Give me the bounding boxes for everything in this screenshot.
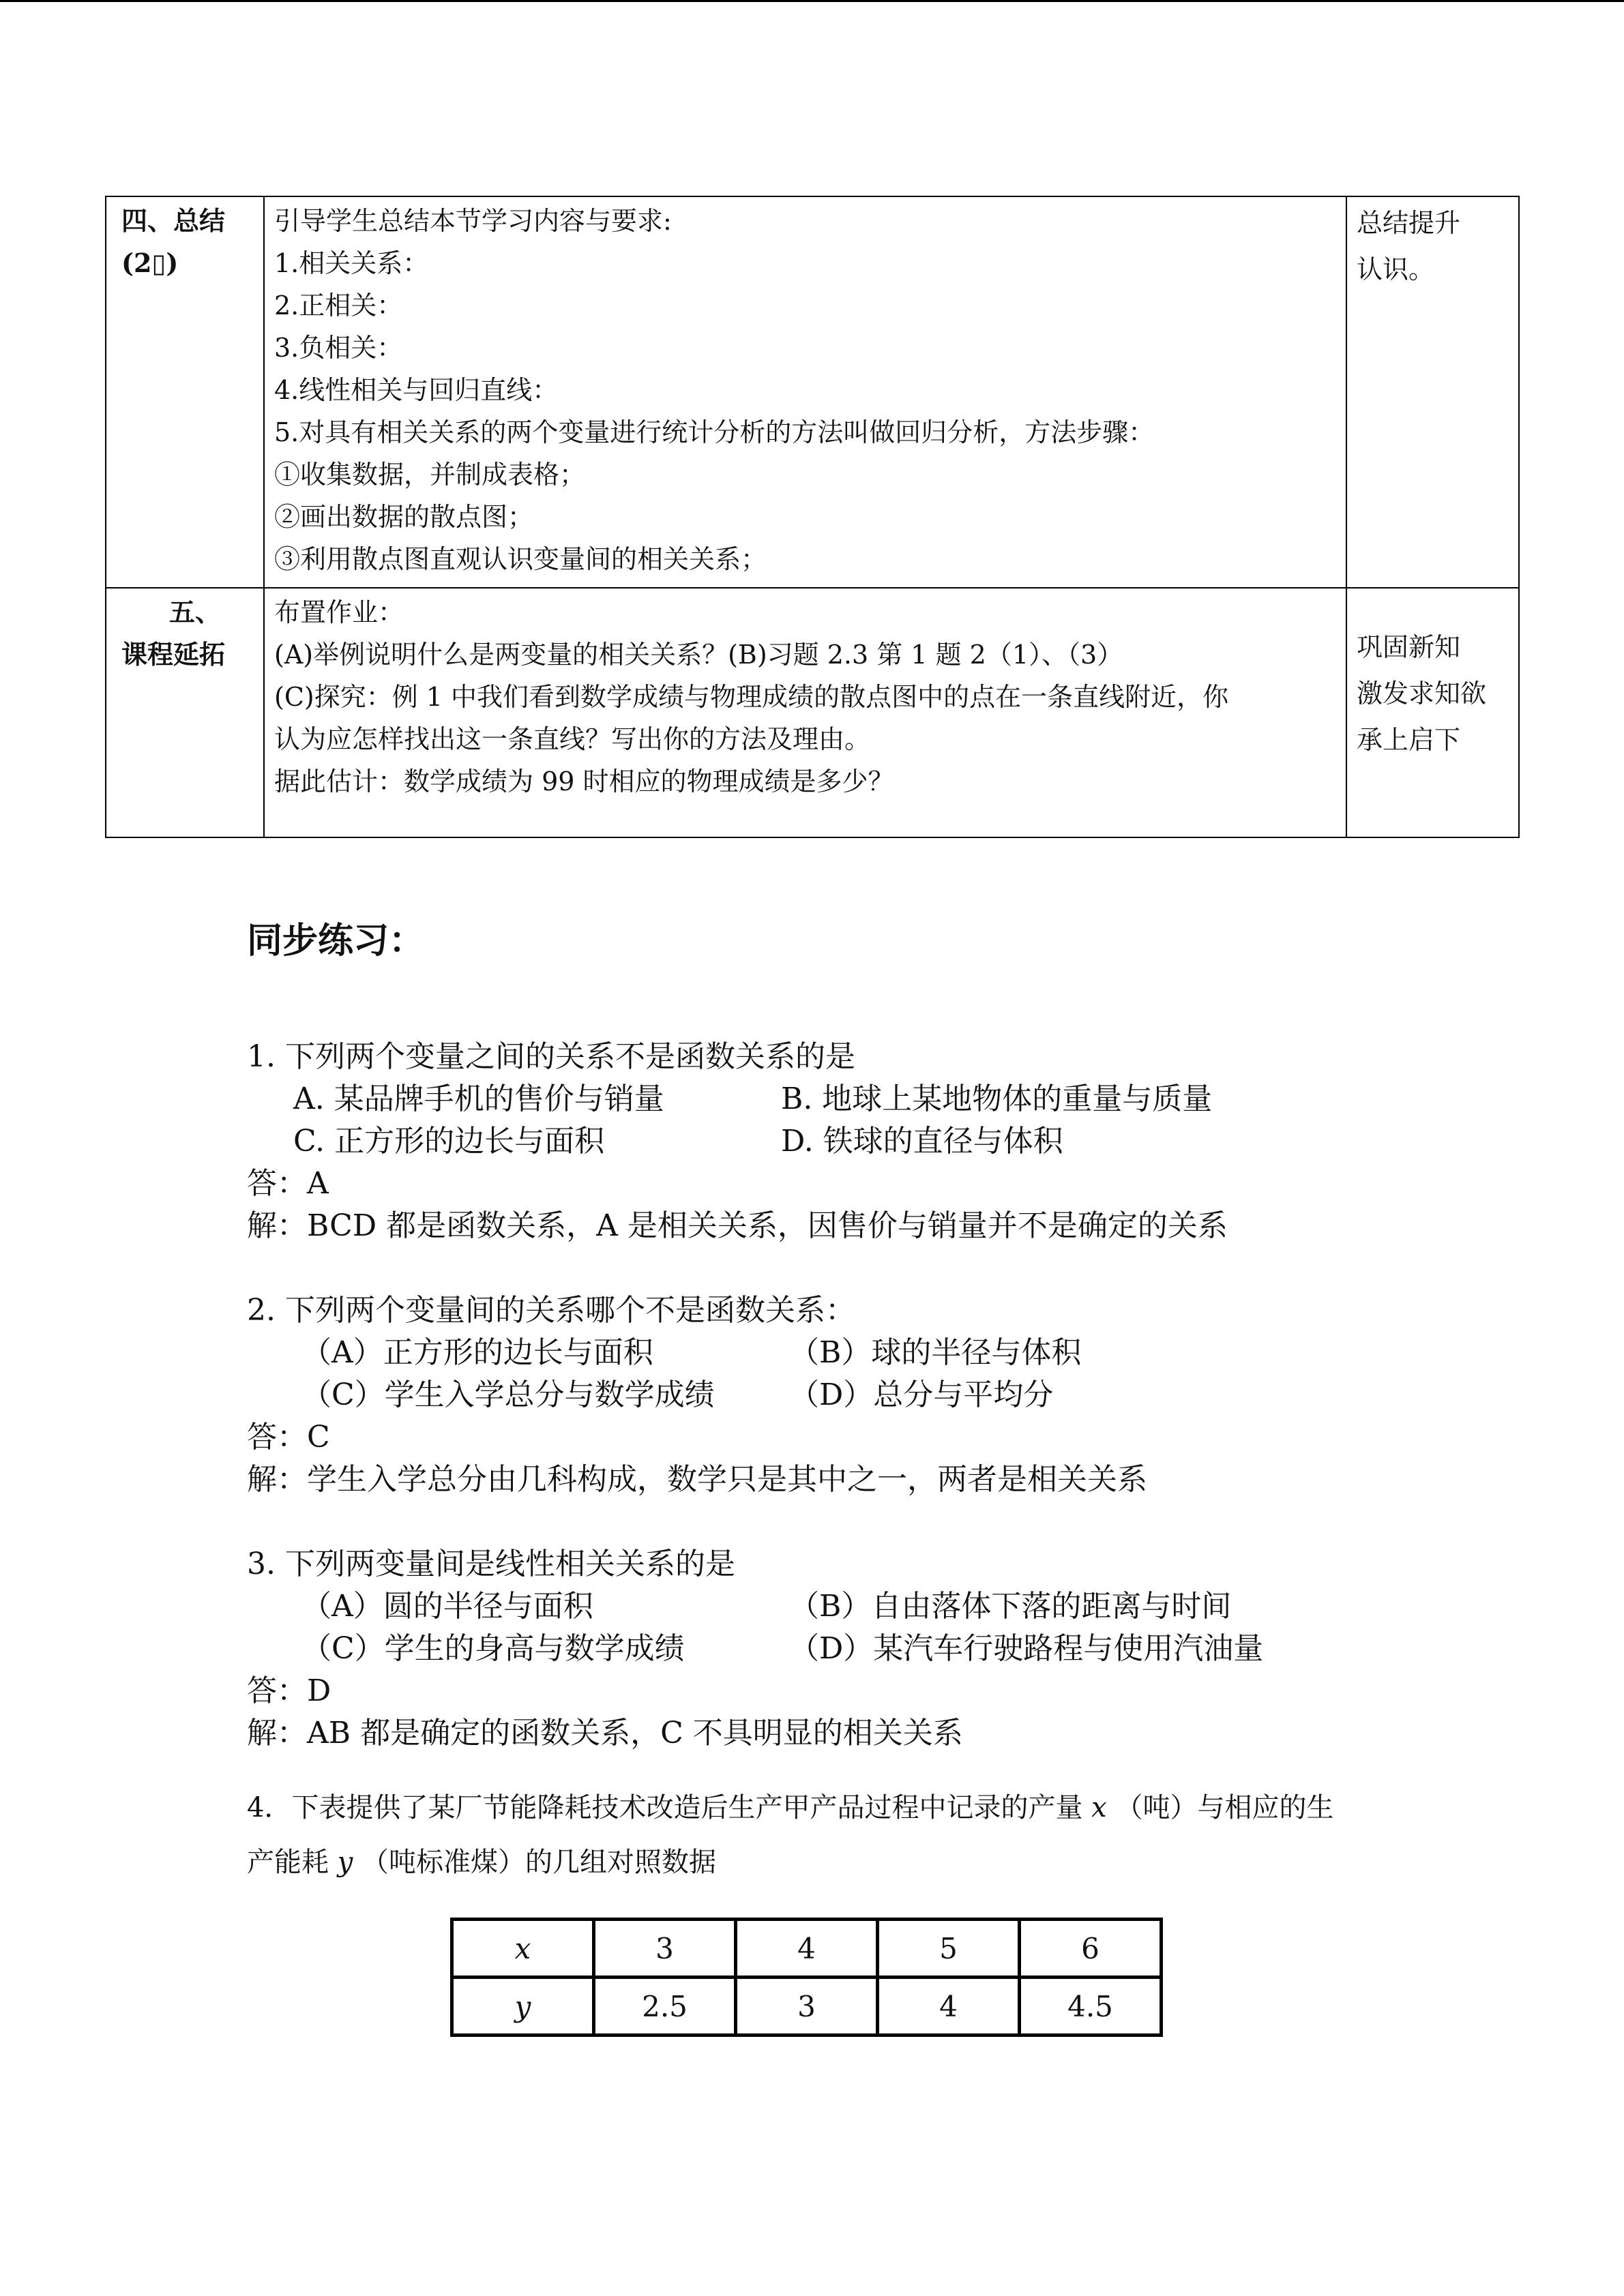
option: （B）自由落体下落的距离与时间 [789, 1589, 1232, 1624]
lesson-plan-table [105, 196, 1520, 838]
option: （B）球的半径与体积 [789, 1335, 1082, 1370]
question-3 [247, 1543, 1406, 1775]
content-line: (C)探究：例 1 中我们看到数学成绩与物理成绩的散点图中的点在一条直线附近，你 [274, 682, 1229, 712]
table-cell: 4.5 [1020, 1978, 1162, 2036]
exercises-heading: 同步练习： [247, 920, 425, 961]
solution: 解：学生入学总分由几科构成，数学只是其中之一，两者是相关关系 [247, 1462, 1147, 1497]
stage-label: 四、总结 [121, 205, 226, 236]
q4-text: 产能耗 [247, 1847, 329, 1878]
exercises-section [247, 917, 1406, 1890]
question-options [247, 1585, 1406, 1670]
option: C. 正方形的边长与面积 [293, 1124, 605, 1159]
table-cell: 3 [736, 1978, 878, 2036]
option: （C）学生的身高与数学成绩 [301, 1631, 685, 1666]
row-header-y: y [452, 1978, 594, 2036]
question-options [247, 1332, 1406, 1416]
answer: 答：A [247, 1166, 329, 1201]
q4-text: 4．下表提供了某厂节能降耗技术改造后生产甲产品过程中记录的产量 [247, 1792, 1083, 1823]
goal-line: 总结提升 [1357, 208, 1461, 238]
table-cell: 5 [878, 1920, 1020, 1978]
xy-data-table [450, 1918, 1163, 2037]
table-row-y [452, 1978, 1162, 2036]
goal-line: 激发求知欲 [1357, 679, 1487, 709]
solution: 解：BCD 都是函数关系，A 是相关关系，因售价与销量并不是确定的关系 [247, 1208, 1228, 1243]
variable-y: y [337, 1847, 353, 1878]
answer: 答：D [247, 1673, 331, 1708]
table-row-x [452, 1920, 1162, 1978]
content-line: 4.线性相关与回归直线： [274, 375, 559, 405]
goal-cell-extension [1346, 588, 1519, 837]
table-cell: 3 [594, 1920, 736, 1978]
solution: 解：AB 都是确定的函数关系，C 不具明显的相关关系 [247, 1716, 963, 1750]
content-line: ②画出数据的散点图； [274, 502, 534, 532]
stage-title: 课程延拓 [121, 639, 226, 670]
q4-text: （吨）与相应的生 [1115, 1792, 1334, 1823]
content-line: 1.相关关系： [274, 248, 429, 278]
question-4-line-2 [247, 1835, 1406, 1890]
question-4 [247, 1780, 1406, 1890]
option: B. 地球上某地物体的重量与质量 [781, 1082, 1213, 1116]
table-row-extension [106, 588, 1519, 837]
content-line: (A)举例说明什么是两变量的相关关系？(B)习题 2.3 第 1 题 2（1）、（3） [274, 640, 1123, 670]
stage-label: 五、 [169, 597, 222, 627]
variable-x: x [1091, 1792, 1107, 1823]
content-line: 3.负相关： [274, 333, 403, 363]
content-cell-extension [264, 588, 1346, 837]
row-header-x: x [452, 1920, 594, 1978]
question-1 [247, 1036, 1406, 1289]
content-line: ③利用散点图直观认识变量间的相关关系； [274, 544, 767, 574]
question-4-line-1 [247, 1780, 1406, 1835]
table-cell: 2.5 [594, 1978, 736, 2036]
question-options [247, 1078, 1406, 1163]
content-line: 认为应怎样找出这一条直线？写出你的方法及理由。 [274, 724, 871, 754]
content-line: 据此估计：数学成绩为 99 时相应的物理成绩是多少？ [274, 766, 894, 796]
table-cell: 4 [878, 1978, 1020, 2036]
option: （D）某汽车行驶路程与使用汽油量 [789, 1631, 1264, 1666]
table-cell: 4 [736, 1920, 878, 1978]
option: A. 某品牌手机的售价与销量 [293, 1082, 664, 1116]
table-row-summary [106, 196, 1519, 588]
answer: 答：C [247, 1420, 330, 1455]
goal-line: 巩固新知 [1357, 632, 1461, 662]
option: （D）总分与平均分 [789, 1377, 1054, 1412]
goal-line: 认识。 [1357, 254, 1435, 284]
goal-line: 承上启下 [1357, 725, 1461, 755]
option: （C）学生入学总分与数学成绩 [301, 1377, 715, 1412]
content-cell-summary [264, 196, 1346, 588]
option: D. 铁球的直径与体积 [781, 1124, 1063, 1159]
content-line: 引导学生总结本节学习内容与要求: [274, 206, 672, 236]
option: （A）正方形的边长与面积 [301, 1335, 653, 1370]
stage-cell-summary [106, 196, 264, 588]
content-line: 布置作业： [274, 597, 404, 627]
option: （A）圆的半径与面积 [301, 1589, 593, 1624]
table-cell: 6 [1020, 1920, 1162, 1978]
stage-cell-extension [106, 588, 264, 837]
question-stem: 3. 下列两变量间是线性相关关系的是 [247, 1547, 735, 1581]
question-stem: 2. 下列两个变量间的关系哪个不是函数关系： [247, 1293, 855, 1328]
question-stem: 1. 下列两个变量之间的关系不是函数关系的是 [247, 1039, 855, 1074]
content-line: 5.对具有相关关系的两个变量进行统计分析的方法叫做回归分析，方法步骤： [274, 417, 1155, 447]
goal-cell-summary [1346, 196, 1519, 588]
content-line: ①收集数据，并制成表格； [274, 460, 586, 490]
page-top-border [0, 0, 1624, 2]
stage-duration: (2▯) [121, 248, 179, 278]
question-2 [247, 1289, 1406, 1543]
content-line: 2.正相关： [274, 290, 403, 320]
q4-text: （吨标准煤）的几组对照数据 [361, 1847, 717, 1878]
